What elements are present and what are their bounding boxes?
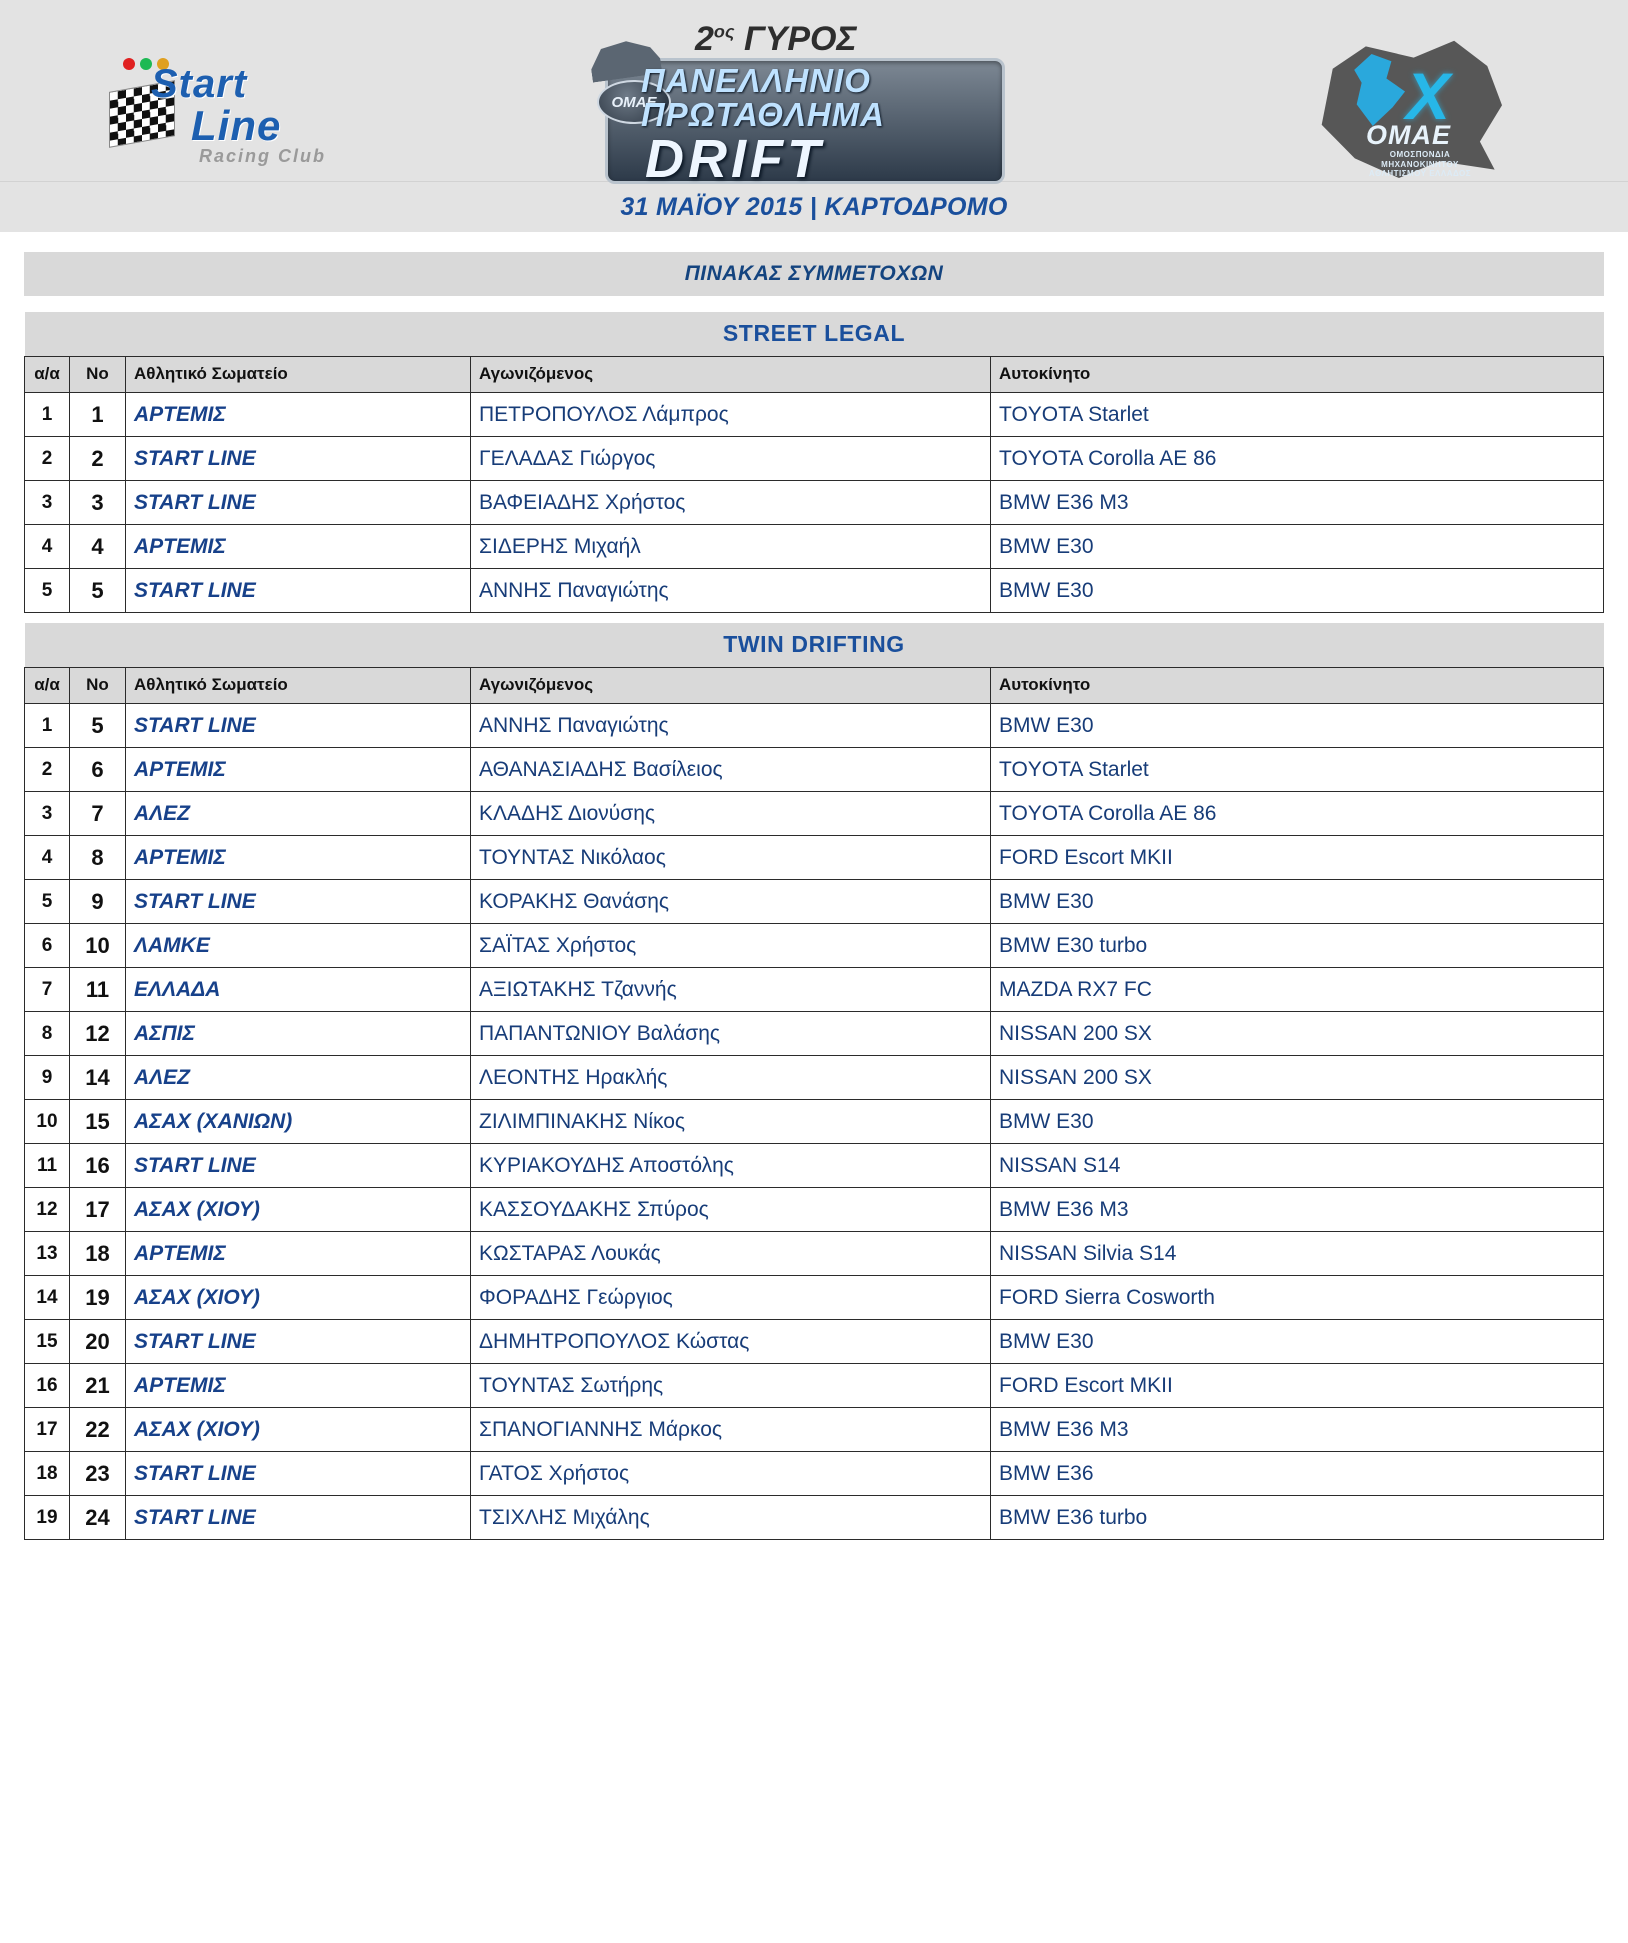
cell-driver: ΚΟΡΑΚΗΣ Θανάσης bbox=[471, 880, 991, 924]
omae-logo-subtext: ΟΜΟΣΠΟΝΔΙΑ ΜΗΧΑΝΟΚΙΝΗΤΟΥ ΑΘΛΗΤΙΣΜΟΥ ΕΛΛΑΔΟΣ bbox=[1368, 150, 1472, 179]
table-row bbox=[25, 792, 1604, 836]
cell-aa: 3 bbox=[25, 792, 70, 836]
cell-car: TOYOTA Starlet bbox=[991, 748, 1604, 792]
cell-no: 10 bbox=[70, 924, 126, 968]
cell-car: NISSAN 200 SX bbox=[991, 1056, 1604, 1100]
cell-no: 17 bbox=[70, 1188, 126, 1232]
cell-aa: 4 bbox=[25, 525, 70, 569]
cell-driver: ΠΑΠΑΝΤΩΝΙΟΥ Βαλάσης bbox=[471, 1012, 991, 1056]
cell-club: ΑΣΑΧ (ΧΙΟΥ) bbox=[126, 1276, 471, 1320]
cell-driver: ΓΑΤΟΣ Χρήστος bbox=[471, 1452, 991, 1496]
cell-aa: 9 bbox=[25, 1056, 70, 1100]
table-row bbox=[25, 1452, 1604, 1496]
cell-car: FORD Sierra Cosworth bbox=[991, 1276, 1604, 1320]
cell-aa: 1 bbox=[25, 704, 70, 748]
column-header-no: No bbox=[70, 668, 126, 704]
cell-club: ΑΣΠΙΣ bbox=[126, 1012, 471, 1056]
cell-driver: ΤΟΥΝΤΑΣ Νικόλαος bbox=[471, 836, 991, 880]
table-row bbox=[25, 1320, 1604, 1364]
cell-aa: 6 bbox=[25, 924, 70, 968]
cell-driver: ΣΠΑΝΟΓΙΑΝΝΗΣ Μάρκος bbox=[471, 1408, 991, 1452]
table-row bbox=[25, 1056, 1604, 1100]
cell-club: START LINE bbox=[126, 481, 471, 525]
cell-no: 8 bbox=[70, 836, 126, 880]
cell-no: 9 bbox=[70, 880, 126, 924]
table-row bbox=[25, 1408, 1604, 1452]
cell-driver: ΓΕΛΑΔΑΣ Γιώργος bbox=[471, 437, 991, 481]
cell-club: ΑΡΤΕΜΙΣ bbox=[126, 748, 471, 792]
column-header-car: Αυτοκίνητο bbox=[991, 357, 1604, 393]
column-header-aa: α/α bbox=[25, 668, 70, 704]
logo-line-drift: DRIFT bbox=[645, 129, 824, 189]
cell-no: 7 bbox=[70, 792, 126, 836]
cell-club: START LINE bbox=[126, 437, 471, 481]
omae-federation-logo bbox=[1310, 28, 1510, 188]
cell-car: BMW E30 turbo bbox=[991, 924, 1604, 968]
cell-driver: ΤΟΥΝΤΑΣ Σωτήρης bbox=[471, 1364, 991, 1408]
cell-club: ΑΣΑΧ (ΧΙΟΥ) bbox=[126, 1188, 471, 1232]
cell-no: 22 bbox=[70, 1408, 126, 1452]
cell-club: ΑΡΤΕΜΙΣ bbox=[126, 393, 471, 437]
cell-no: 21 bbox=[70, 1364, 126, 1408]
cell-aa: 7 bbox=[25, 968, 70, 1012]
class-title-row bbox=[25, 623, 1604, 668]
cell-aa: 15 bbox=[25, 1320, 70, 1364]
cell-car: FORD Escort MKII bbox=[991, 836, 1604, 880]
cell-club: ΑΡΤΕΜΙΣ bbox=[126, 836, 471, 880]
cell-club: ΑΣΑΧ (ΧΙΟΥ) bbox=[126, 1408, 471, 1452]
cell-no: 16 bbox=[70, 1144, 126, 1188]
cell-aa: 1 bbox=[25, 393, 70, 437]
cell-no: 3 bbox=[70, 481, 126, 525]
cell-aa: 2 bbox=[25, 437, 70, 481]
table-row bbox=[25, 1100, 1604, 1144]
cell-aa: 17 bbox=[25, 1408, 70, 1452]
cell-aa: 3 bbox=[25, 481, 70, 525]
omae-badge-icon: OMAE bbox=[597, 80, 671, 124]
cell-aa: 4 bbox=[25, 836, 70, 880]
cell-club: START LINE bbox=[126, 880, 471, 924]
cell-aa: 13 bbox=[25, 1232, 70, 1276]
cell-no: 12 bbox=[70, 1012, 126, 1056]
document-subtitle-bar bbox=[24, 252, 1604, 296]
table-row bbox=[25, 437, 1604, 481]
cell-no: 14 bbox=[70, 1056, 126, 1100]
cell-no: 20 bbox=[70, 1320, 126, 1364]
cell-driver: ΣΙΔΕΡΗΣ Μιχαήλ bbox=[471, 525, 991, 569]
cell-driver: ΣΑΪΤΑΣ Χρήστος bbox=[471, 924, 991, 968]
cell-club: ΑΛΕΖ bbox=[126, 1056, 471, 1100]
cell-driver: ΔΗΜΗΤΡΟΠΟΥΛΟΣ Κώστας bbox=[471, 1320, 991, 1364]
column-header-no: No bbox=[70, 357, 126, 393]
cell-club: START LINE bbox=[126, 1320, 471, 1364]
cell-car: NISSAN 200 SX bbox=[991, 1012, 1604, 1056]
cell-car: BMW E30 bbox=[991, 1100, 1604, 1144]
logo-text-line: Line bbox=[191, 102, 282, 149]
cell-aa: 16 bbox=[25, 1364, 70, 1408]
table-row bbox=[25, 924, 1604, 968]
cell-car: TOYOTA Starlet bbox=[991, 393, 1604, 437]
cell-car: BMW E36 M3 bbox=[991, 1188, 1604, 1232]
cell-aa: 10 bbox=[25, 1100, 70, 1144]
cell-club: ΕΛΛΑΔΑ bbox=[126, 968, 471, 1012]
cell-driver: ΚΩΣΤΑΡΑΣ Λουκάς bbox=[471, 1232, 991, 1276]
cell-no: 4 bbox=[70, 525, 126, 569]
logo-line-panellinio: ΠΑΝΕΛΛΗΝΙΟ bbox=[641, 62, 871, 99]
class-title-twin-drifting: TWIN DRIFTING bbox=[25, 623, 1604, 668]
cell-car: BMW E36 bbox=[991, 1452, 1604, 1496]
cell-no: 2 bbox=[70, 437, 126, 481]
cell-no: 18 bbox=[70, 1232, 126, 1276]
table-row bbox=[25, 393, 1604, 437]
column-header-driver: Αγωνιζόμενος bbox=[471, 357, 991, 393]
championship-logo bbox=[585, 18, 1025, 188]
cell-club: ΑΣΑΧ (ΧΑΝΙΩΝ) bbox=[126, 1100, 471, 1144]
cell-aa: 8 bbox=[25, 1012, 70, 1056]
table-row bbox=[25, 1144, 1604, 1188]
cell-club: ΑΡΤΕΜΙΣ bbox=[126, 1232, 471, 1276]
cell-club: START LINE bbox=[126, 1144, 471, 1188]
column-header-driver: Αγωνιζόμενος bbox=[471, 668, 991, 704]
cell-car: BMW E30 bbox=[991, 880, 1604, 924]
cell-car: BMW E36 M3 bbox=[991, 1408, 1604, 1452]
entry-tables bbox=[24, 312, 1604, 1540]
cell-car: BMW E30 bbox=[991, 704, 1604, 748]
round-label: $2^{o\varsigma}$ ΓΥΡΟΣ bbox=[695, 20, 857, 58]
cell-driver: ΤΣΙΧΛΗΣ Μιχάλης bbox=[471, 1496, 991, 1540]
cell-club: START LINE bbox=[126, 1496, 471, 1540]
cell-club: ΑΡΤΕΜΙΣ bbox=[126, 525, 471, 569]
cell-driver: ΚΑΣΣΟΥΔΑΚΗΣ Σπύρος bbox=[471, 1188, 991, 1232]
cell-driver: ΠΕΤΡΟΠΟΥΛΟΣ Λάμπρος bbox=[471, 393, 991, 437]
cell-driver: ΑΘΑΝΑΣΙΑΔΗΣ Βασίλειος bbox=[471, 748, 991, 792]
table-header-row bbox=[25, 668, 1604, 704]
event-date-text: 31 ΜΑΪΟΥ 2015 | ΚΑΡΤΟΔΡΟΜΟ bbox=[620, 192, 1008, 221]
cell-no: 5 bbox=[70, 569, 126, 613]
table-row bbox=[25, 1496, 1604, 1540]
cell-no: 5 bbox=[70, 704, 126, 748]
table-row bbox=[25, 704, 1604, 748]
cell-aa: 12 bbox=[25, 1188, 70, 1232]
class-table-street-legal bbox=[24, 312, 1604, 613]
class-title-street-legal: STREET LEGAL bbox=[25, 312, 1604, 357]
column-header-aa: α/α bbox=[25, 357, 70, 393]
cell-aa: 19 bbox=[25, 1496, 70, 1540]
table-row bbox=[25, 880, 1604, 924]
cell-no: 15 bbox=[70, 1100, 126, 1144]
table-row bbox=[25, 569, 1604, 613]
column-header-club: Αθλητικό Σωματείο bbox=[126, 668, 471, 704]
table-row bbox=[25, 1012, 1604, 1056]
cell-club: ΑΡΤΕΜΙΣ bbox=[126, 1364, 471, 1408]
table-row bbox=[25, 748, 1604, 792]
cell-aa: 5 bbox=[25, 880, 70, 924]
cell-driver: ΛΕΟΝΤΗΣ Ηρακλής bbox=[471, 1056, 991, 1100]
cell-aa: 11 bbox=[25, 1144, 70, 1188]
document-header bbox=[0, 0, 1628, 189]
cell-no: 24 bbox=[70, 1496, 126, 1540]
cell-no: 1 bbox=[70, 393, 126, 437]
cell-club: START LINE bbox=[126, 1452, 471, 1496]
cell-car: TOYOTA Corolla AE 86 bbox=[991, 437, 1604, 481]
cell-aa: 18 bbox=[25, 1452, 70, 1496]
cell-no: 23 bbox=[70, 1452, 126, 1496]
class-title-row bbox=[25, 312, 1604, 357]
table-row bbox=[25, 1364, 1604, 1408]
cell-no: 6 bbox=[70, 748, 126, 792]
cell-driver: ΑΞΙΩΤΑΚΗΣ Τζαννής bbox=[471, 968, 991, 1012]
cell-driver: ΒΑΦΕΙΑΔΗΣ Χρήστος bbox=[471, 481, 991, 525]
cell-car: BMW E30 bbox=[991, 569, 1604, 613]
document-subtitle-text: ΠΙΝΑΚΑΣ ΣΥΜΜΕΤΟΧΩΝ bbox=[684, 262, 944, 285]
cell-car: MAZDA RX7 FC bbox=[991, 968, 1604, 1012]
cell-driver: ΑΝΝΗΣ Παναγιώτης bbox=[471, 569, 991, 613]
cell-driver: ΖΙΛΙΜΠΙΝΑΚΗΣ Νίκος bbox=[471, 1100, 991, 1144]
cell-club: ΑΛΕΖ bbox=[126, 792, 471, 836]
table-row bbox=[25, 1276, 1604, 1320]
logo-line-protathlima: ΠΡΩΤΑΘΛΗΜΑ bbox=[641, 96, 885, 133]
cell-driver: ΚΛΑΔΗΣ Διονύσης bbox=[471, 792, 991, 836]
table-row bbox=[25, 481, 1604, 525]
table-row bbox=[25, 1232, 1604, 1276]
column-header-car: Αυτοκίνητο bbox=[991, 668, 1604, 704]
start-line-racing-club-logo bbox=[95, 50, 355, 170]
table-row bbox=[25, 1188, 1604, 1232]
cell-club: START LINE bbox=[126, 704, 471, 748]
cell-driver: ΑΝΝΗΣ Παναγιώτης bbox=[471, 704, 991, 748]
table-row bbox=[25, 968, 1604, 1012]
cell-club: START LINE bbox=[126, 569, 471, 613]
logo-text-racing-club: Racing Club bbox=[199, 146, 327, 166]
cell-car: BMW E36 M3 bbox=[991, 481, 1604, 525]
cell-driver: ΚΥΡΙΑΚΟΥΔΗΣ Αποστόλης bbox=[471, 1144, 991, 1188]
cell-aa: 14 bbox=[25, 1276, 70, 1320]
cell-no: 11 bbox=[70, 968, 126, 1012]
cell-car: BMW E30 bbox=[991, 525, 1604, 569]
omae-logo-text: OMAE bbox=[1366, 120, 1451, 150]
column-header-club: Αθλητικό Σωματείο bbox=[126, 357, 471, 393]
cell-aa: 5 bbox=[25, 569, 70, 613]
x-mark-icon: X bbox=[1406, 59, 1451, 133]
cell-car: BMW E30 bbox=[991, 1320, 1604, 1364]
cell-car: BMW E36 turbo bbox=[991, 1496, 1604, 1540]
cell-car: TOYOTA Corolla AE 86 bbox=[991, 792, 1604, 836]
class-table-twin-drifting bbox=[24, 623, 1604, 1540]
cell-car: NISSAN Silvia S14 bbox=[991, 1232, 1604, 1276]
table-header-row bbox=[25, 357, 1604, 393]
table-row bbox=[25, 525, 1604, 569]
cell-car: NISSAN S14 bbox=[991, 1144, 1604, 1188]
cell-aa: 2 bbox=[25, 748, 70, 792]
cell-driver: ΦΟΡΑΔΗΣ Γεώργιος bbox=[471, 1276, 991, 1320]
cell-car: FORD Escort MKII bbox=[991, 1364, 1604, 1408]
logo-text-start: Start bbox=[151, 62, 248, 106]
table-row bbox=[25, 836, 1604, 880]
cell-club: ΛΑΜΚΕ bbox=[126, 924, 471, 968]
cell-no: 19 bbox=[70, 1276, 126, 1320]
